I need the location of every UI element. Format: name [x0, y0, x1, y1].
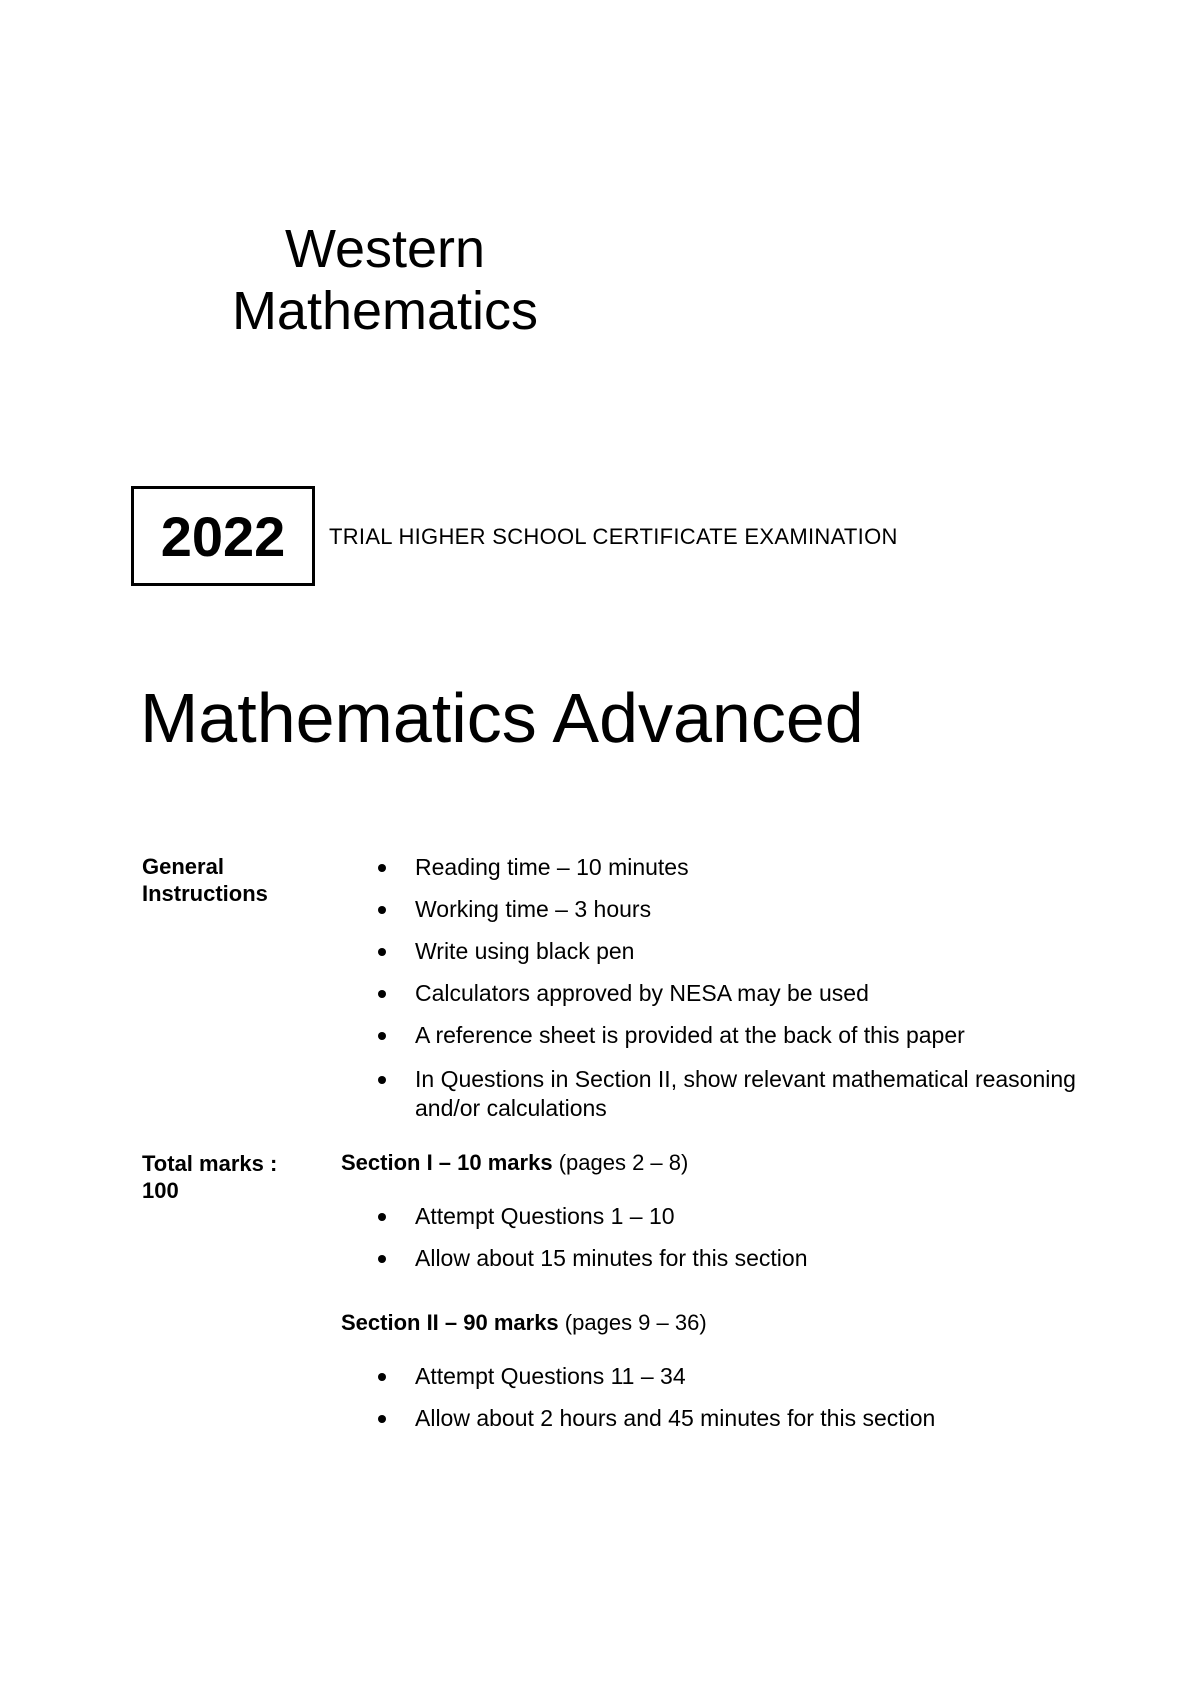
- bullet-icon: [378, 990, 386, 998]
- subject-title: Mathematics Advanced: [140, 679, 864, 757]
- bullet-icon: [378, 1373, 386, 1381]
- list-item: Attempt Questions 1 – 10: [375, 1202, 1135, 1231]
- section-2-pages: (pages 9 – 36): [564, 1310, 707, 1335]
- list-item: A reference sheet is provided at the back of this paper: [375, 1021, 1135, 1050]
- section-2-heading: [341, 1310, 707, 1336]
- school-name: [220, 218, 550, 342]
- total-marks-label: [142, 1150, 277, 1204]
- general-instructions-label-line2: Instructions: [142, 881, 268, 906]
- list-item: Allow about 15 minutes for this section: [375, 1244, 1135, 1273]
- bullet-icon: [378, 948, 386, 956]
- general-instructions-label: [142, 853, 268, 907]
- bullet-icon: [378, 1255, 386, 1263]
- section-2-list: [375, 1362, 1135, 1433]
- section-1-list: [375, 1202, 1135, 1273]
- bullet-icon: [378, 864, 386, 872]
- list-item: Working time – 3 hours: [375, 895, 1135, 924]
- list-item: In Questions in Section II, show relevant mathematical reasoning and/or calculations: [375, 1065, 1135, 1123]
- school-name-line1: Western: [284, 219, 486, 279]
- general-instructions-label-line1: General: [142, 854, 224, 879]
- section-1-pages: (pages 2 – 8): [558, 1150, 689, 1175]
- total-marks-label-line1: Total marks :: [142, 1151, 278, 1176]
- list-item: Allow about 2 hours and 45 minutes for this section: [375, 1404, 1135, 1433]
- list-item: Reading time – 10 minutes: [375, 853, 1135, 882]
- exam-year-box: 2022: [131, 486, 315, 586]
- list-item: Attempt Questions 11 – 34: [375, 1362, 1135, 1391]
- section-1-title: Section I – 10 marks: [341, 1150, 553, 1175]
- general-instructions-list: [375, 853, 1135, 1123]
- bullet-icon: [378, 1032, 386, 1040]
- bullet-icon: [378, 906, 386, 914]
- section-2-title: Section II – 90 marks: [341, 1310, 559, 1335]
- total-marks-value: 100: [142, 1178, 179, 1203]
- bullet-icon: [378, 1076, 386, 1084]
- school-name-line2: Mathematics: [231, 281, 539, 341]
- list-item: Write using black pen: [375, 937, 1135, 966]
- exam-name: TRIAL HIGHER SCHOOL CERTIFICATE EXAMINATION: [329, 524, 898, 549]
- bullet-icon: [378, 1415, 386, 1423]
- bullet-icon: [378, 1213, 386, 1221]
- list-item: Calculators approved by NESA may be used: [375, 979, 1135, 1008]
- section-1-heading: [341, 1150, 688, 1176]
